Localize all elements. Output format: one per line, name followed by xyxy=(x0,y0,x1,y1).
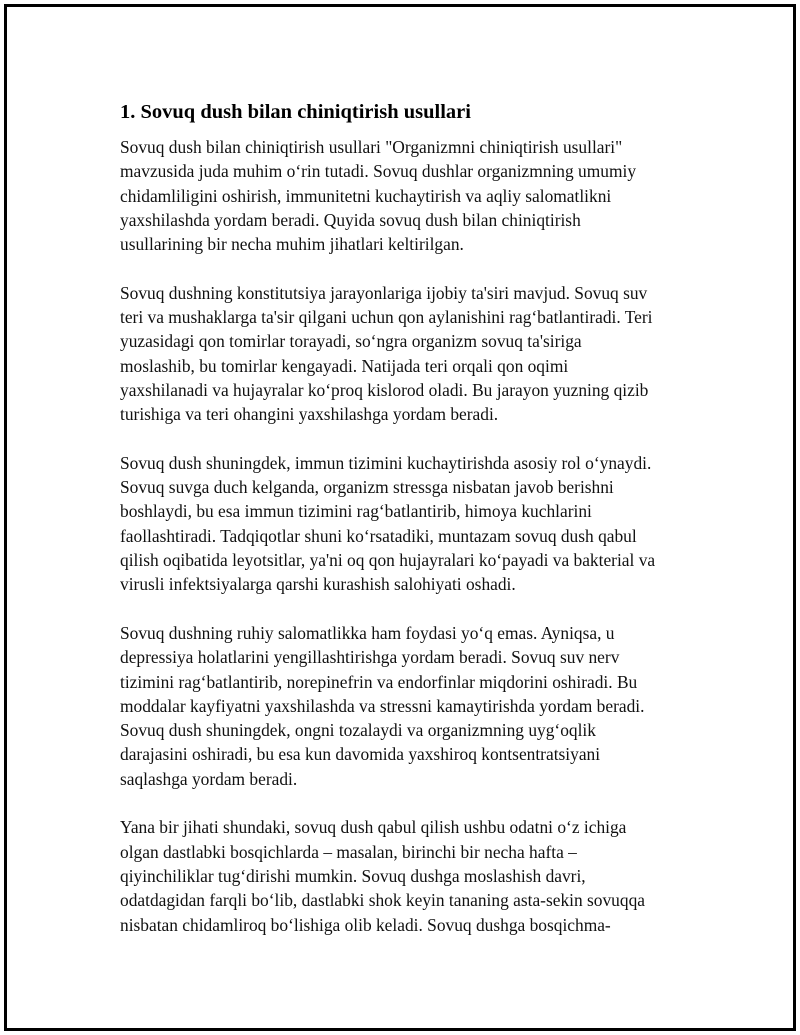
text-line: boshlaydi, bu esa immun tizimini rag‘batlantirib, himoya kuchlarini xyxy=(120,501,592,522)
text-line: Sovuq dushning konstitutsiya jarayonlariga ijobiy ta'siri mavjud. Sovuq suv xyxy=(120,282,648,303)
text-line: usullarining bir necha muhim jihatlari keltirilgan. xyxy=(120,234,464,255)
text-line: tizimini rag‘batlantirib, norepinefrin va endorfinlar miqdorini oshiradi. Bu xyxy=(120,671,638,692)
text-line: yaxshilanadi va hujayralar ko‘proq kislorod oladi. Bu jarayon yuzning qizib xyxy=(120,379,649,400)
text-line: Sovuq dush bilan chiniqtirish usullari "Organizmni chiniqtirish usullari" xyxy=(120,137,623,157)
text-line: saqlashga yordam beradi. xyxy=(120,768,298,789)
paragraph-3 xyxy=(120,451,710,597)
text-line: teri va mushaklarga ta'sir qilgani uchun qon aylanishini rag‘batlantiradi. Teri xyxy=(120,307,653,328)
text-line: yuzasidagi qon tomirlar torayadi, so‘ngra organizm sovuq ta'siriga xyxy=(120,331,582,352)
paragraph-5 xyxy=(120,815,710,936)
section-heading: 1. Sovuq dush bilan chiniqtirish usullari xyxy=(120,101,471,123)
text-line: Sovuq dush shuningdek, immun tizimini kuchaytirishda asosiy rol o‘ynaydi. xyxy=(120,452,652,473)
text-line: yaxshilashda yordam beradi. Quyida sovuq dush bilan chiniqtirish xyxy=(120,209,581,230)
paragraph-4 xyxy=(120,621,710,791)
text-line: odatdagidan farqli bo‘lib, dastlabki shok keyin tananing asta-sekin sovuqqa xyxy=(120,890,645,911)
text-line: Sovuq suvga duch kelganda, organizm stressga nisbatan javob berishni xyxy=(120,477,614,498)
text-line: depressiya holatlarini yengillashtirishga yordam beradi. Sovuq suv nerv xyxy=(120,647,620,668)
text-line: qilish oqibatida leyotsitlar, ya'ni oq qon hujayralari ko‘payadi va bakterial va xyxy=(120,550,656,571)
text-line: moslashib, bu tomirlar kengayadi. Natijada teri orqali qon oqimi xyxy=(120,355,569,376)
text-line: mavzusida juda muhim o‘rin tutadi. Sovuq dushlar organizmning umumiy xyxy=(120,161,637,182)
text-line: chidamliligini oshirish, immunitetni kuchaytirish va aqliy salomatlikni xyxy=(120,185,612,206)
document-body xyxy=(120,99,710,961)
text-line: Sovuq dush shuningdek, ongni tozalaydi va organizmning uyg‘oqlik xyxy=(120,720,596,741)
text-line: Sovuq dushning ruhiy salomatlikka ham foydasi yo‘q emas. Ayniqsa, u xyxy=(120,622,615,643)
text-line: Yana bir jihati shundaki, sovuq dush qabul qilish ushbu odatni o‘z ichiga xyxy=(120,817,627,838)
text-line: olgan dastlabki bosqichlarda – masalan, birinchi bir necha hafta – xyxy=(120,841,577,862)
text-line: nisbatan chidamliroq bo‘lishiga olib keladi. Sovuq dushga bosqichma- xyxy=(120,914,611,935)
text-line: moddalar kayfiyatni yaxshilashda va stressni kamaytirishda yordam beradi. xyxy=(120,695,645,716)
paragraph-1 xyxy=(120,135,710,256)
text-line: virusli infektsiyalarga qarshi kurashish salohiyati oshadi. xyxy=(120,574,516,595)
paragraph-2 xyxy=(120,281,710,427)
text-line: turishiga va teri ohangini yaxshilashga yordam beradi. xyxy=(120,404,499,425)
text-line: darajasini oshiradi, bu esa kun davomida yaxshiroq kontsentratsiyani xyxy=(120,744,601,765)
page-frame xyxy=(4,4,796,1031)
text-line: faollashtiradi. Tadqiqotlar shuni ko‘rsatadiki, muntazam sovuq dush qabul xyxy=(120,525,637,546)
text-line: qiyinchiliklar tug‘dirishi mumkin. Sovuq dushga moslashish davri, xyxy=(120,865,586,886)
